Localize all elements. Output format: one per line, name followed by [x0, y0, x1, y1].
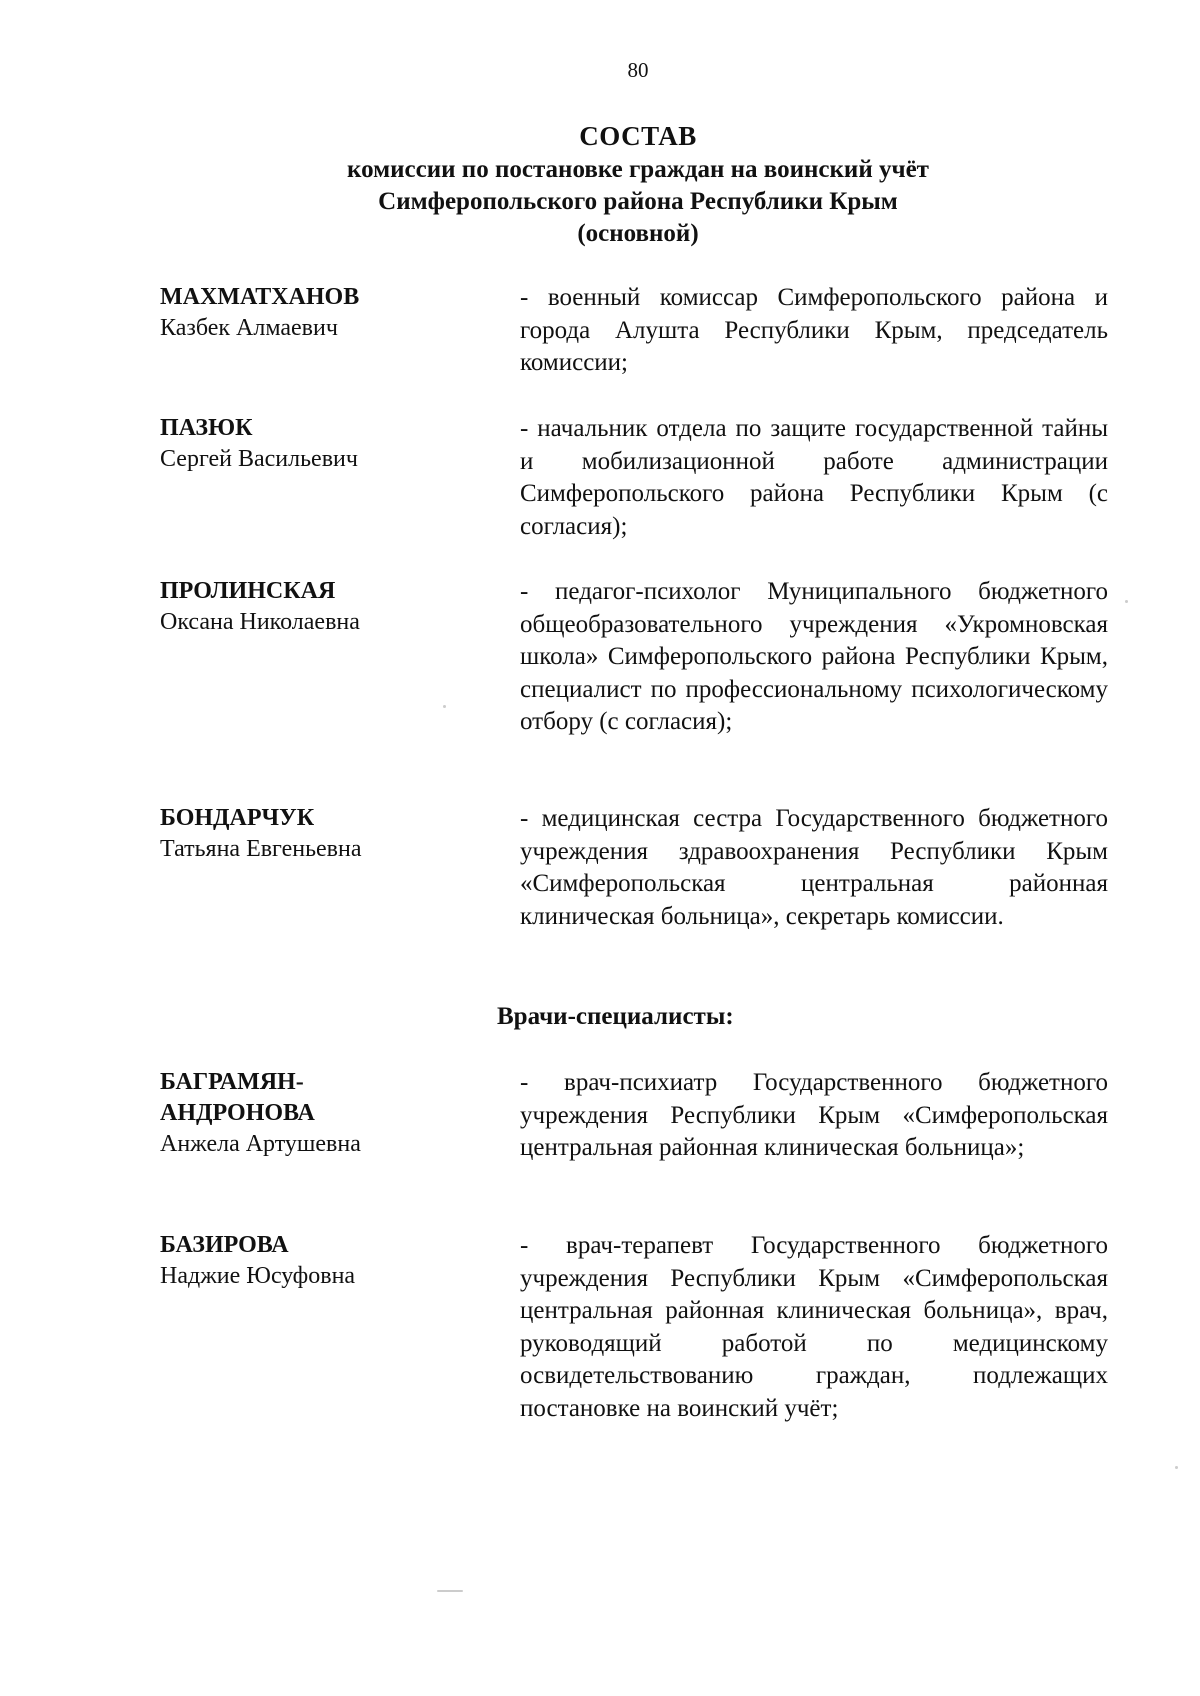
member-role: - военный комиссар Симферопольского района и города Алушта Республики Крым, председатель комиссии; — [520, 284, 1108, 376]
title-line-3: (основной) — [577, 220, 699, 247]
member-name — [160, 282, 460, 344]
member-surname: МАХМАТХАНОВ — [160, 284, 360, 310]
title-line-2: Симферопольского района Республики Крым — [378, 188, 898, 215]
scan-smudge — [437, 1590, 463, 1592]
member-role: - врач-психиатр Государственного бюджетного учреждения Республики Крым «Симферопольская центральная районная клиническая больница»; — [520, 1069, 1108, 1161]
member-given-name: Сергей Васильевич — [160, 446, 358, 472]
scan-speck — [1175, 1466, 1178, 1469]
scan-speck — [1125, 600, 1128, 603]
member-given-name: Оксана Николаевна — [160, 609, 360, 635]
scan-speck — [443, 705, 446, 708]
member-role: - медицинская сестра Государственного бюджетного учреждения здравоохранения Республики Крым «Симферопольская центральная районная клиническая больница», секретарь комиссии. — [520, 805, 1108, 930]
document-title — [0, 118, 1200, 250]
member-name — [160, 803, 460, 865]
member-name — [160, 413, 460, 475]
title-main: СОСТАВ — [579, 121, 697, 151]
member-name — [160, 576, 460, 638]
member-given-name: Наджие Юсуфовна — [160, 1263, 356, 1289]
title-line-1: комиссии по постановке граждан на воинский учёт — [347, 156, 929, 183]
member-name — [160, 1067, 460, 1160]
page-number: 80 — [627, 58, 649, 82]
member-role: - врач-терапевт Государственного бюджетного учреждения Республики Крым «Симферопольская центральная районная клиническая больница», врач, руководящий работой по медицинскому освидетельствованию граждан, подлежащих постановке на воинский учёт; — [520, 1232, 1108, 1422]
member-role: - педагог-психолог Муниципального бюджетного общеобразовательного учреждения «Укромновская школа» Симферопольского района Республики Крым, специалист по профессиональному психологическому отбору (с согласия); — [520, 578, 1108, 735]
member-surname: БАЗИРОВА — [160, 1232, 289, 1258]
section-heading: Врачи-специалисты: — [497, 1003, 734, 1030]
member-given-name: Казбек Алмаевич — [160, 315, 338, 341]
member-role: - начальник отдела по защите государственной тайны и мобилизационной работе администрации Симферопольского района Республики Крым (с согласия); — [520, 415, 1108, 540]
member-surname-line-2: АНДРОНОВА — [160, 1100, 315, 1126]
member-surname: БОНДАРЧУК — [160, 805, 315, 831]
member-given-name: Татьяна Евгеньевна — [160, 836, 362, 862]
member-surname: ПАЗЮК — [160, 415, 253, 441]
member-surname-line-1: БАГРАМЯН- — [160, 1069, 304, 1095]
member-surname: ПРОЛИНСКАЯ — [160, 578, 336, 604]
member-given-name: Анжела Артушевна — [160, 1131, 361, 1157]
member-name — [160, 1230, 460, 1292]
